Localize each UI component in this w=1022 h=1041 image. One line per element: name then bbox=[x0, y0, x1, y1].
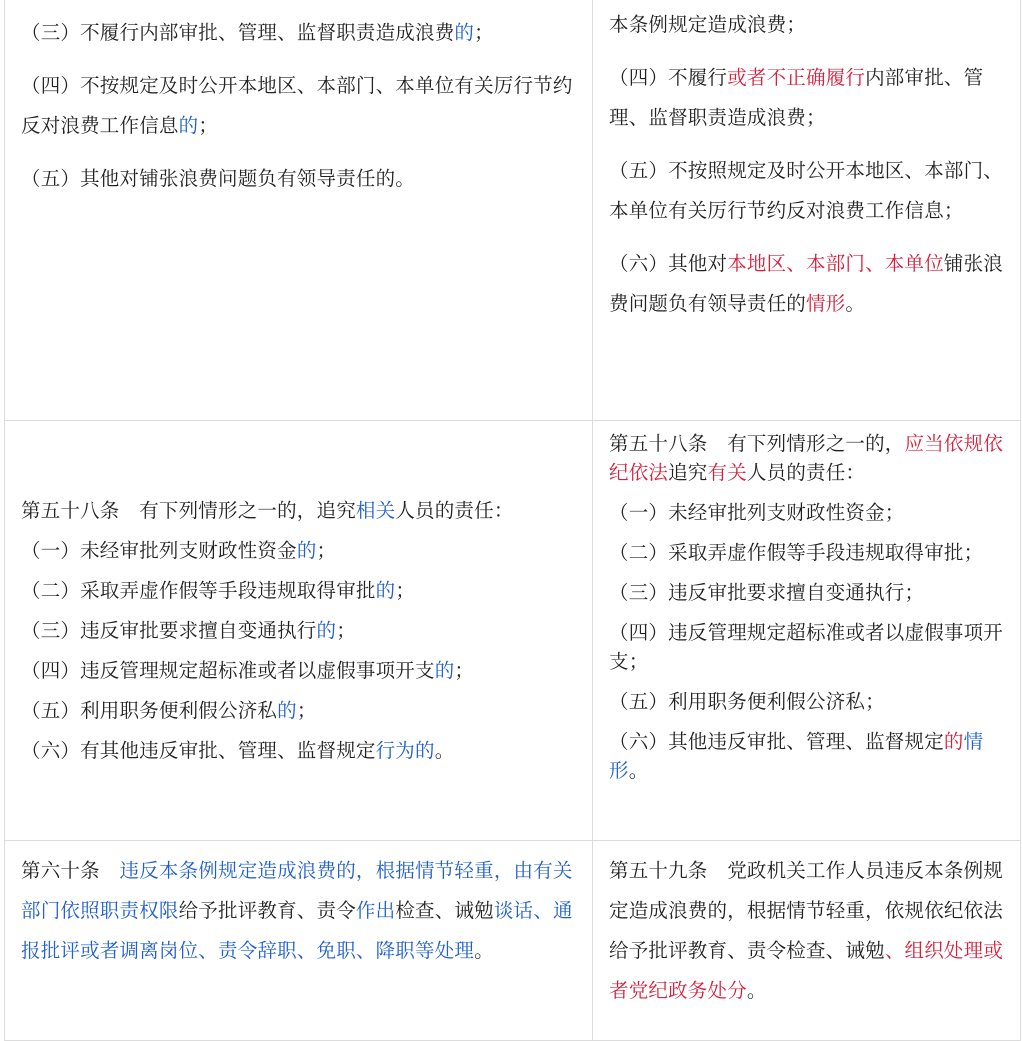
clause-item bbox=[21, 571, 578, 611]
added-text: 、组织处理或者党纪政务处分 bbox=[609, 939, 1004, 1002]
removed-text: 的 bbox=[277, 698, 297, 722]
clause-text: 检查、诫勉 bbox=[395, 899, 494, 922]
punctuation: 。 bbox=[474, 939, 494, 962]
old-text-cell bbox=[5, 0, 593, 421]
new-text-cell bbox=[593, 0, 1021, 421]
punctuation: ； bbox=[454, 658, 475, 682]
punctuation: ； bbox=[336, 618, 356, 642]
clause-text: （五）利用职务便利假公济私 bbox=[21, 698, 278, 722]
punctuation: 。 bbox=[628, 759, 649, 782]
clause-text: （三）违反审批要求擅自变通执行 bbox=[21, 618, 317, 642]
removed-text: 的 bbox=[434, 658, 455, 682]
punctuation: ； bbox=[474, 21, 494, 44]
comparison-table bbox=[4, 0, 1021, 1041]
removed-text: 的 bbox=[454, 21, 475, 44]
clause-item bbox=[609, 727, 1006, 785]
clause-item: （五）利用职务便利假公济私； bbox=[609, 690, 885, 713]
punctuation: 。 bbox=[746, 979, 767, 1002]
clause-text: 第五十八条 有下列情形之一的，追究 bbox=[21, 498, 356, 522]
clause-text: 第五十八条 有下列情形之一的， bbox=[609, 432, 905, 455]
clause-item: （四）违反管理规定超标准或者以虚假事项开支； bbox=[609, 621, 1004, 673]
clause-text: （六）有其他违反审批、管理、监督规定 bbox=[21, 738, 376, 762]
added-text: 应当依规依纪依法 bbox=[609, 432, 1004, 484]
clause-text: 第五十九条 党政机关工作人员违反本条例规定造成浪费的，根据情节轻重，依规依纪依法给予批评教育、责令检查、诫勉 bbox=[609, 859, 1004, 962]
clause-item: （五）其他对铺张浪费问题负有领导责任的。 bbox=[21, 167, 416, 190]
article-text bbox=[21, 851, 578, 971]
added-text: 或者不正确履行 bbox=[727, 66, 866, 89]
clause-item bbox=[21, 691, 578, 731]
new-text-cell bbox=[593, 421, 1021, 841]
clause-text: （四）违反管理规定超标准或者以虚假事项开支 bbox=[21, 658, 435, 682]
added-text: 的 bbox=[943, 730, 964, 753]
clause-text: （二）采取弄虚作假等手段违规取得审批 bbox=[21, 578, 376, 602]
clause-text: （六）其他违反审批、管理、监督规定 bbox=[609, 730, 944, 753]
clause-item bbox=[21, 611, 578, 651]
clause-item: 本条例规定造成浪费； bbox=[609, 13, 807, 36]
removed-text: 行为的 bbox=[375, 738, 435, 762]
changed-text: 情形 bbox=[609, 730, 984, 782]
clause-text: （四）不按规定及时公开本地区、本部门、本单位有关厉行节约反对浪费工作信息 bbox=[21, 74, 573, 137]
table-row bbox=[5, 421, 1021, 841]
removed-text: 的 bbox=[296, 538, 317, 562]
punctuation: ； bbox=[395, 578, 416, 602]
article-heading bbox=[609, 429, 1006, 487]
removed-text: 相关 bbox=[355, 498, 396, 522]
punctuation: 。 bbox=[845, 292, 866, 315]
clause-item bbox=[21, 531, 578, 571]
table-row bbox=[5, 0, 1021, 421]
old-text-cell bbox=[5, 421, 593, 841]
punctuation: ； bbox=[296, 698, 317, 722]
added-text: 有关 bbox=[707, 461, 747, 484]
clause-item bbox=[609, 244, 1006, 324]
clause-item: （一）未经审批列支财政性资金； bbox=[609, 501, 905, 524]
removed-text: 谈话、通报批评或者调离岗位、责令辞职、免职、降职等处理 bbox=[21, 899, 573, 962]
removed-text: 的 bbox=[375, 578, 396, 602]
punctuation: 。 bbox=[434, 738, 455, 762]
removed-text: 的 bbox=[316, 618, 337, 642]
clause-item: （二）采取弄虚作假等手段违规取得审批； bbox=[609, 541, 984, 564]
clause-text: （四）不履行 bbox=[609, 66, 728, 89]
clause-text: 内部审批、管理、监督职责造成浪费； bbox=[609, 66, 984, 129]
clause-text: 人员的责任： bbox=[395, 498, 514, 522]
clause-text: 铺张浪费问题负有领导责任的 bbox=[609, 252, 1004, 315]
clause-item bbox=[21, 13, 578, 53]
clause-text: 给予批评教育、责令 bbox=[178, 899, 356, 922]
punctuation: ； bbox=[198, 114, 219, 137]
clause-text: （一）未经审批列支财政性资金 bbox=[21, 538, 297, 562]
clause-item bbox=[21, 66, 578, 146]
article-heading bbox=[21, 491, 578, 531]
article-text bbox=[609, 851, 1006, 1011]
clause-text: 追究 bbox=[668, 461, 708, 484]
new-text-cell bbox=[593, 841, 1021, 1041]
added-text: 本地区、本部门、本单位 bbox=[727, 252, 944, 275]
clause-item: （三）违反审批要求擅自变通执行； bbox=[609, 581, 925, 604]
clause-item bbox=[609, 58, 1006, 138]
punctuation: ； bbox=[316, 538, 337, 562]
removed-text: 作出 bbox=[355, 899, 396, 922]
clause-text: 人员的责任： bbox=[746, 461, 866, 484]
table-row bbox=[5, 841, 1021, 1041]
clause-text: （三）不履行内部审批、管理、监督职责造成浪费 bbox=[21, 21, 455, 44]
removed-text: 的 bbox=[178, 114, 199, 137]
added-text: 情形 bbox=[806, 292, 846, 315]
clause-item: （五）不按照规定及时公开本地区、本部门、本单位有关厉行节约反对浪费工作信息； bbox=[609, 159, 1004, 222]
removed-text: 违反本条例规定造成浪费的，根据情节轻重，由有关部门依照职责权限 bbox=[21, 859, 573, 922]
clause-item bbox=[21, 651, 578, 691]
old-text-cell bbox=[5, 841, 593, 1041]
clause-text: （六）其他对 bbox=[609, 252, 728, 275]
clause-item bbox=[21, 731, 578, 771]
clause-text: 第六十条 bbox=[21, 859, 120, 882]
